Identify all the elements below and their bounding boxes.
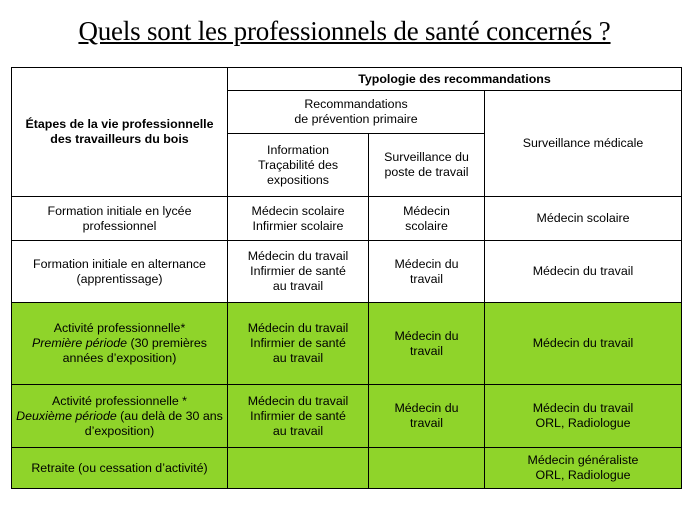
stage-cell: [12, 303, 228, 385]
stage-suffix: (30 premières années d’exposition): [62, 336, 207, 365]
stage-cell: Formation initiale en alternance (apprentissage): [12, 241, 228, 303]
poste-cell: Médecin du travail: [369, 303, 485, 385]
slide-title: Quels sont les professionnels de santé concernés ?: [78, 16, 611, 46]
stage-cell: Formation initiale en lycée professionnel: [12, 197, 228, 241]
stage-cell: [12, 385, 228, 448]
info-cell: Médecin du travail Infirmier de santé au travail: [228, 241, 369, 303]
stage-italic: Première période: [32, 336, 128, 350]
header-typology: Typologie des recommandations: [228, 68, 682, 91]
recommendations-table: [11, 67, 682, 489]
poste-cell: Médecin scolaire: [369, 197, 485, 241]
medicale-cell: Médecin généraliste ORL, Radiologue: [485, 448, 682, 489]
header-surveillance-poste: Surveillance du poste de travail: [369, 134, 485, 197]
table-row: [12, 241, 682, 303]
stage-prefix: Activité professionnelle *: [52, 393, 187, 408]
info-cell: Médecin du travail Infirmier de santé au travail: [228, 303, 369, 385]
header-stages: Étapes de la vie professionnelle des travailleurs du bois: [12, 68, 228, 197]
info-cell: Médecin scolaire Infirmier scolaire: [228, 197, 369, 241]
stage-italic: Deuxième période: [16, 408, 117, 423]
medicale-cell: Médecin du travail: [485, 303, 682, 385]
table-row: [12, 448, 682, 489]
table-row: [12, 385, 682, 448]
header-information: Information Traçabilité des expositions: [228, 134, 369, 197]
table-row: [12, 197, 682, 241]
header-surveillance-medicale: Surveillance médicale: [485, 91, 682, 197]
stage-prefix: Activité professionnelle*: [53, 321, 186, 335]
table-row: [12, 303, 682, 385]
info-cell: [228, 448, 369, 489]
info-cell: Médecin du travail Infirmier de santé au travail: [228, 385, 369, 448]
stage-cell: Retraite (ou cessation d’activité): [12, 448, 228, 489]
poste-cell: Médecin du travail: [369, 241, 485, 303]
poste-cell: Médecin du travail: [369, 385, 485, 448]
medicale-cell: Médecin du travail ORL, Radiologue: [485, 385, 682, 448]
poste-cell: [369, 448, 485, 489]
stage-suffix: (au delà de 30 ans d’exposition): [84, 408, 223, 438]
medicale-cell: Médecin scolaire: [485, 197, 682, 241]
medicale-cell: Médecin du travail: [485, 241, 682, 303]
header-prevention: Recommandations de prévention primaire: [228, 91, 485, 134]
